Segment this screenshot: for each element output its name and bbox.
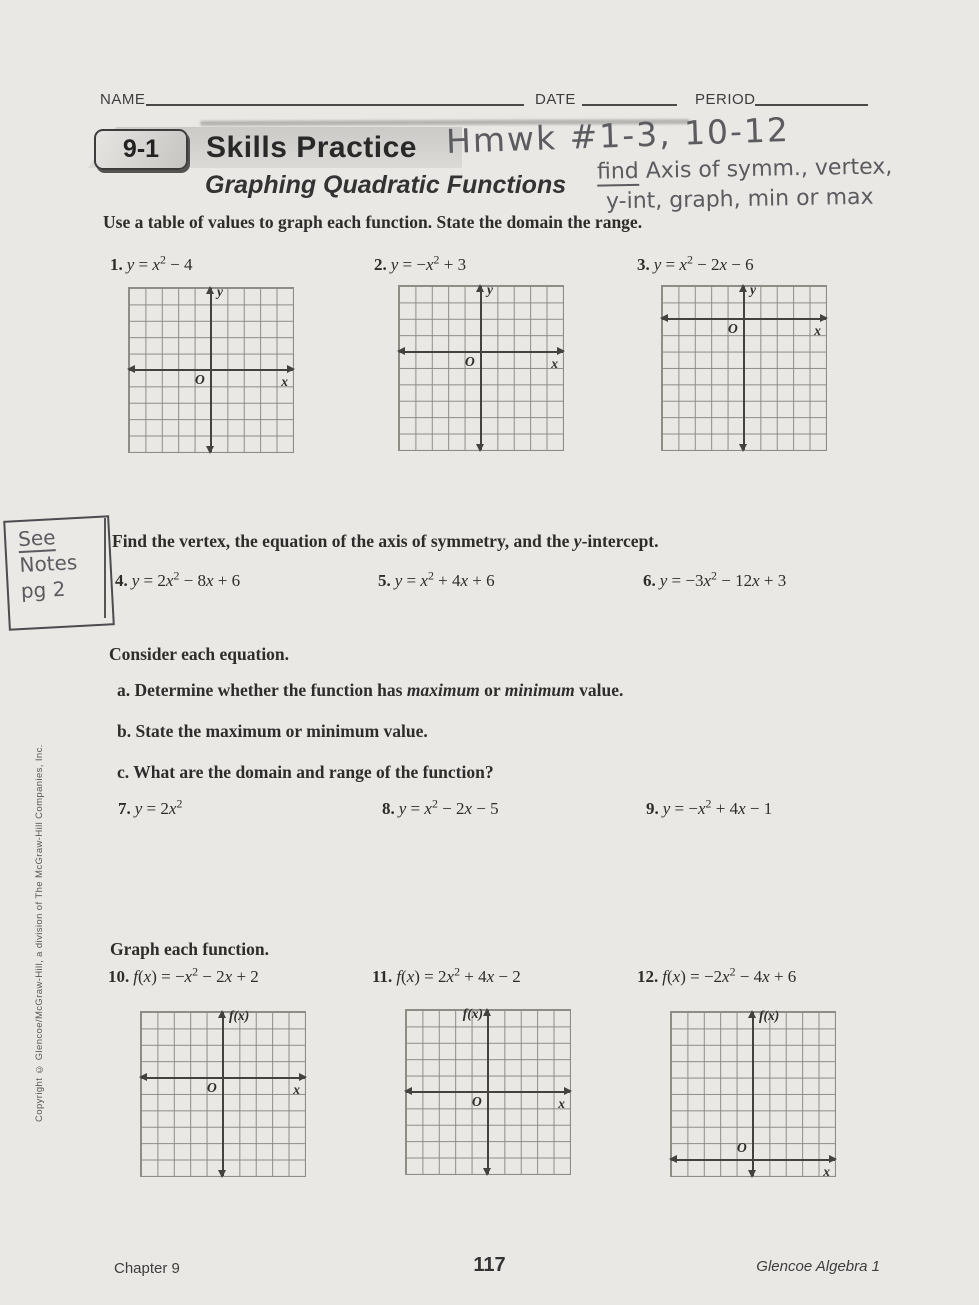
coordinate-grid-problem-3[interactable] — [661, 282, 827, 451]
problem-3-equation: $y = x^2 - 2x - 6$ — [653, 252, 754, 274]
section3-item-b — [117, 721, 428, 742]
problem-12-number: 12. — [637, 966, 659, 986]
footer-page-number: 117 — [473, 1254, 506, 1276]
item-c-label: c. — [117, 762, 130, 782]
section2-heading-y: y — [573, 531, 582, 551]
x-axis-left-arrowhead — [127, 365, 135, 373]
coordinate-grid-problem-2[interactable] — [398, 282, 564, 451]
x-axis-right-arrowhead — [557, 347, 565, 355]
origin-label: O — [465, 353, 475, 369]
problem-1 — [110, 252, 192, 275]
x-axis-left-arrowhead — [139, 1073, 147, 1081]
item-a-maximum: maximum — [406, 680, 480, 700]
x-axis-label: x — [293, 1081, 300, 1097]
problem-9 — [646, 796, 772, 819]
lesson-title: Graphing Quadratic Functions — [205, 171, 567, 199]
item-a-pre: Determine whether the function has — [134, 680, 407, 700]
origin-label: O — [472, 1094, 482, 1109]
section2-heading-post: -intercept. — [581, 531, 659, 551]
item-c-text: What are the domain and range of the function? — [133, 762, 494, 782]
x-axis-left-arrowhead — [404, 1087, 412, 1095]
y-axis — [743, 286, 745, 450]
y-axis — [487, 1010, 489, 1174]
item-a-minimum: minimum — [504, 680, 575, 700]
problem-7 — [118, 796, 182, 819]
footer-chapter: Chapter 9 — [114, 1260, 180, 1277]
x-axis-right-arrowhead — [564, 1087, 572, 1095]
x-axis-label: x — [281, 374, 288, 389]
problem-3 — [637, 252, 754, 275]
problem-7-number: 7. — [118, 798, 131, 818]
name-input-line[interactable] — [146, 103, 524, 106]
y-axis — [480, 286, 482, 450]
y-axis-up-arrowhead — [218, 1010, 226, 1018]
coordinate-grid-problem-12[interactable] — [670, 1008, 836, 1179]
problem-6-equation: $y = -3x^2 - 12x + 3$ — [659, 568, 787, 590]
problem-2-number: 2. — [374, 254, 387, 274]
problem-4-equation: $y = 2x^2 - 8x + 6$ — [131, 568, 241, 590]
item-a-label: a. — [117, 680, 131, 700]
y-axis-label: y — [487, 282, 493, 297]
y-axis — [210, 288, 212, 452]
problem-11 — [372, 964, 521, 987]
problem-6-number: 6. — [643, 570, 656, 590]
y-axis — [222, 1012, 224, 1176]
y-axis-up-arrowhead — [739, 284, 747, 292]
margin-note-line3: pg 2 — [20, 576, 66, 604]
problem-4 — [115, 568, 240, 591]
item-a-post: value. — [574, 680, 624, 700]
y-axis-label: y — [750, 282, 756, 297]
problem-5 — [378, 568, 495, 591]
problem-1-equation: $y = x^2 - 4$ — [126, 252, 193, 274]
x-axis-right-arrowhead — [287, 365, 295, 373]
y-axis-label: f(x) — [229, 1008, 250, 1023]
section3-item-a — [117, 680, 623, 701]
y-axis-label: f(x) — [759, 1008, 780, 1023]
item-a-mid: or — [479, 680, 505, 700]
origin-label: O — [737, 1139, 747, 1155]
y-axis-down-arrowhead — [206, 446, 214, 454]
x-axis-label: x — [814, 322, 821, 338]
x-axis-label: x — [558, 1096, 565, 1111]
x-axis-left-arrowhead — [397, 347, 405, 355]
date-input-line[interactable] — [582, 103, 677, 106]
section4-heading: Graph each function. — [110, 939, 269, 959]
x-axis-label: x — [551, 355, 558, 371]
problem-12 — [637, 964, 796, 987]
footer-brand: Glencoe Algebra 1 — [756, 1258, 880, 1275]
problem-6 — [643, 568, 786, 591]
y-axis-down-arrowhead — [476, 444, 484, 452]
problem-4-number: 4. — [115, 570, 128, 590]
x-axis-left-arrowhead — [669, 1155, 677, 1163]
problem-3-number: 3. — [637, 254, 650, 274]
y-axis-down-arrowhead — [739, 444, 747, 452]
handwritten-find-word: find — [596, 158, 639, 185]
problem-11-number: 11. — [372, 966, 393, 986]
problem-1-number: 1. — [110, 254, 123, 274]
origin-label: O — [207, 1079, 217, 1095]
y-axis-label: f(x) — [462, 1006, 483, 1021]
x-axis-left-arrowhead — [660, 314, 668, 322]
coordinate-grid-problem-1[interactable] — [128, 284, 294, 453]
y-axis-up-arrowhead — [748, 1010, 756, 1018]
problem-5-equation: $y = x^2 + 4x + 6$ — [394, 568, 495, 590]
handwritten-margin-note — [3, 515, 115, 630]
problem-10 — [108, 964, 259, 987]
practice-type-title: Skills Practice — [206, 131, 417, 164]
y-axis-down-arrowhead — [483, 1168, 491, 1176]
problem-5-number: 5. — [378, 570, 391, 590]
x-axis-right-arrowhead — [299, 1073, 307, 1081]
coordinate-grid-problem-10[interactable] — [140, 1008, 306, 1177]
problem-9-number: 9. — [646, 798, 659, 818]
section2-heading — [112, 531, 659, 552]
problem-11-equation: $f(x) = 2x^2 + 4x - 2$ — [396, 964, 521, 986]
problem-2 — [374, 252, 466, 275]
x-axis-right-arrowhead — [829, 1155, 837, 1163]
y-axis-up-arrowhead — [476, 284, 484, 292]
problem-12-equation: $f(x) = -2x^2 - 4x + 6$ — [662, 964, 797, 986]
problem-10-equation: $f(x) = -x^2 - 2x + 2$ — [133, 964, 259, 986]
origin-label: O — [728, 320, 738, 336]
problem-9-equation: $y = -x^2 + 4x - 1$ — [662, 796, 773, 818]
date-label: DATE — [535, 91, 576, 108]
y-axis — [752, 1012, 754, 1176]
y-axis-down-arrowhead — [218, 1170, 226, 1178]
margin-divider-line — [104, 518, 106, 618]
problem-8 — [382, 796, 499, 819]
problem-2-equation: $y = -x^2 + 3$ — [390, 252, 467, 274]
period-input-line[interactable] — [755, 103, 868, 106]
origin-label: O — [195, 372, 205, 387]
y-axis-up-arrowhead — [483, 1008, 491, 1016]
handwritten-hmwk-note: Hmwk #1-3, 10-12 — [445, 110, 791, 161]
x-axis-right-arrowhead — [820, 314, 828, 322]
problem-8-number: 8. — [382, 798, 395, 818]
item-b-text: State the maximum or minimum value. — [135, 721, 428, 741]
y-axis-up-arrowhead — [206, 286, 214, 294]
problem-7-equation: $y = 2x^2$ — [134, 796, 183, 818]
handwritten-note-line1 — [597, 154, 893, 184]
handwritten-note-line2: y-int, graph, min or max — [605, 184, 874, 215]
lesson-number-badge: 9-1 — [94, 129, 188, 170]
margin-note-line1: See — [17, 525, 57, 552]
copyright-sidebar-text: Copyright © Glencoe/McGraw-Hill, a division of The McGraw-Hill Companies, Inc. — [34, 744, 45, 1122]
section1-instruction: Use a table of values to graph each function. State the domain the range. — [103, 212, 643, 232]
name-label: NAME — [100, 91, 146, 108]
section3-item-c — [117, 762, 494, 783]
section2-heading-pre: Find the vertex, the equation of the axis of symmetry, and the — [112, 531, 574, 551]
period-label: PERIOD — [695, 91, 756, 108]
coordinate-grid-problem-11[interactable] — [405, 1006, 571, 1175]
problem-8-equation: $y = x^2 - 2x - 5$ — [398, 796, 499, 818]
item-b-label: b. — [117, 721, 132, 741]
x-axis-label: x — [823, 1163, 830, 1179]
handwritten-note-line1-rest: Axis of symm., vertex, — [638, 154, 893, 184]
y-axis-label: y — [217, 284, 223, 299]
y-axis-down-arrowhead — [748, 1170, 756, 1178]
problem-10-number: 10. — [108, 966, 130, 986]
section3-heading: Consider each equation. — [109, 644, 290, 664]
margin-note-line2: Notes — [18, 550, 78, 578]
